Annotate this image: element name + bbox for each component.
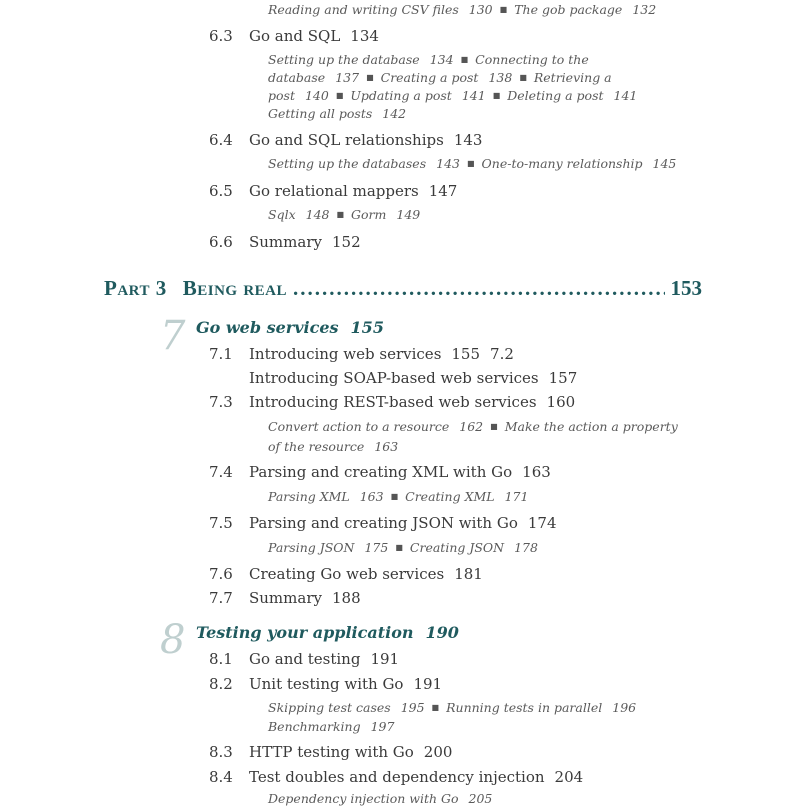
subentry-page: 163 bbox=[359, 489, 384, 504]
section-title: Summary bbox=[249, 589, 322, 607]
chapter-title: Go web services bbox=[196, 318, 339, 337]
section-6-3-subline-3 bbox=[268, 88, 637, 103]
subentry-title: Make the action a property bbox=[504, 419, 678, 434]
section-6-2-subentries bbox=[268, 2, 656, 17]
section-page: 181 bbox=[454, 565, 483, 583]
subentry-page: 140 bbox=[304, 88, 329, 103]
section-page: 174 bbox=[527, 514, 557, 532]
section-title: Summary bbox=[249, 233, 322, 251]
part-page: 153 bbox=[670, 276, 702, 300]
section-6-5 bbox=[209, 182, 457, 200]
section-page: 134 bbox=[350, 27, 379, 45]
subentry-title: Updating a post bbox=[350, 88, 452, 103]
section-title: Parsing and creating JSON with Go bbox=[249, 514, 518, 532]
bullet-separator: ■ bbox=[431, 703, 440, 712]
section-page: 143 bbox=[453, 131, 483, 149]
subentry-page: 163 bbox=[374, 439, 399, 454]
subentry-page: 162 bbox=[459, 419, 484, 434]
subentry-page: 175 bbox=[364, 540, 389, 555]
chapter-8-number: 8 bbox=[160, 617, 186, 663]
part-3-heading bbox=[104, 276, 702, 301]
subentry-page: 138 bbox=[488, 70, 513, 85]
subentry-title: Retrieving a bbox=[533, 70, 612, 85]
subentry-title: Parsing XML bbox=[268, 489, 350, 504]
subentry-title: Getting all posts bbox=[268, 106, 373, 121]
section-title: Introducing REST-based web services bbox=[249, 393, 537, 411]
section-page: 191 bbox=[370, 650, 400, 668]
section-6-4-subline-1 bbox=[268, 156, 676, 171]
subentry-page: 205 bbox=[468, 791, 493, 806]
section-7-7 bbox=[209, 589, 361, 607]
section-7-1 bbox=[209, 345, 514, 363]
subentry-page: 141 bbox=[461, 88, 486, 103]
subentry-title: Connecting to the bbox=[475, 52, 589, 67]
subentry-title: Setting up the database bbox=[268, 52, 420, 67]
section-title: Parsing and creating XML with Go bbox=[249, 463, 513, 481]
bullet-separator: ■ bbox=[466, 159, 475, 168]
subentry-title: Convert action to a resource bbox=[268, 419, 450, 434]
part-title: Being real bbox=[182, 276, 288, 300]
section-7-6 bbox=[209, 565, 483, 583]
section-6-6 bbox=[209, 233, 361, 251]
section-7-2 bbox=[249, 369, 577, 387]
part-label: Part 3 bbox=[104, 276, 167, 300]
subentry-page: 143 bbox=[436, 156, 460, 171]
section-number: 6.3 bbox=[209, 27, 233, 45]
subentry-title: Benchmarking bbox=[268, 719, 361, 734]
bullet-separator: ■ bbox=[395, 543, 403, 552]
section-page: 163 bbox=[522, 463, 551, 481]
chapter-8-title bbox=[196, 623, 459, 642]
subentry-title: database bbox=[268, 70, 326, 85]
section-7-4-subline-1 bbox=[268, 489, 528, 504]
section-6-5-subline-1 bbox=[268, 207, 420, 222]
section-7-3-subline-1 bbox=[268, 419, 678, 434]
section-title: Introducing web services bbox=[249, 345, 442, 363]
section-page: 188 bbox=[331, 589, 361, 607]
section-number: 7.1 bbox=[209, 345, 233, 363]
section-page: 160 bbox=[546, 393, 576, 411]
subentry-title: Parsing JSON bbox=[268, 540, 355, 555]
section-title: HTTP testing with Go bbox=[249, 743, 414, 761]
subentry-page: 197 bbox=[370, 719, 395, 734]
subentry-title: Gorm bbox=[351, 207, 387, 222]
subentry-page: 195 bbox=[400, 700, 425, 715]
section-number: 8.1 bbox=[209, 650, 233, 668]
subentry-page: 137 bbox=[335, 70, 360, 85]
section-title: Test doubles and dependency injection bbox=[249, 768, 545, 786]
section-number: 8.4 bbox=[209, 768, 233, 786]
section-8-2-subline-2 bbox=[268, 719, 394, 734]
section-7-5 bbox=[209, 514, 557, 532]
section-title: Go and SQL relationships bbox=[249, 131, 444, 149]
section-7-4 bbox=[209, 463, 551, 481]
subentry-page: 145 bbox=[652, 156, 677, 171]
subentry-title: Sqlx bbox=[268, 207, 296, 222]
subentry-title: The gob package bbox=[514, 2, 623, 17]
chapter-title: Testing your application bbox=[196, 623, 414, 642]
section-8-1 bbox=[209, 650, 399, 668]
subentry-page: 130 bbox=[468, 2, 493, 17]
subentry-title: Reading and writing CSV files bbox=[268, 2, 459, 17]
section-8-2 bbox=[209, 675, 442, 693]
subentry-title: Running tests in parallel bbox=[446, 700, 603, 715]
subentry-page: 178 bbox=[514, 540, 538, 555]
section-title: Go and testing bbox=[249, 650, 361, 668]
section-page: 204 bbox=[554, 768, 584, 786]
section-page: 157 bbox=[548, 369, 578, 387]
bullet-separator: ■ bbox=[336, 210, 345, 219]
subentry-page: 132 bbox=[632, 2, 657, 17]
subentry-page: 134 bbox=[429, 52, 454, 67]
section-6-3-subline-1 bbox=[268, 52, 589, 67]
section-number: 6.5 bbox=[209, 182, 233, 200]
subentry-page: 196 bbox=[612, 700, 637, 715]
section-number: 8.3 bbox=[209, 743, 233, 761]
bullet-separator: ■ bbox=[460, 55, 469, 64]
section-number: 8.2 bbox=[209, 675, 233, 693]
section-number: 7.5 bbox=[209, 514, 233, 532]
subentry-title: Skipping test cases bbox=[268, 700, 391, 715]
chapter-page: 190 bbox=[425, 623, 459, 642]
bullet-separator: ■ bbox=[390, 492, 399, 501]
subentry-page: 142 bbox=[382, 106, 407, 121]
section-page: 191 bbox=[413, 675, 443, 693]
section-number: 7.6 bbox=[209, 565, 233, 583]
bullet-separator: ■ bbox=[499, 5, 508, 14]
section-6-3-subline-2 bbox=[268, 70, 612, 85]
section-page: 147 bbox=[428, 182, 458, 200]
chapter-7-title bbox=[196, 318, 384, 337]
bullet-separator: ■ bbox=[335, 91, 344, 100]
chapter-page: 155 bbox=[350, 318, 384, 337]
subentry-title: Deleting a post bbox=[507, 88, 604, 103]
subentry-page: 141 bbox=[613, 88, 638, 103]
section-title: Go relational mappers bbox=[249, 182, 419, 200]
section-page: 155 bbox=[451, 345, 481, 363]
section-6-3-subline-4 bbox=[268, 106, 406, 121]
section-6-4 bbox=[209, 131, 482, 149]
subentry-title: Dependency injection with Go bbox=[268, 791, 459, 806]
subentry-page: 149 bbox=[396, 207, 421, 222]
section-8-4-subline-1 bbox=[268, 791, 492, 806]
bullet-separator: ■ bbox=[490, 422, 498, 431]
section-number: 6.6 bbox=[209, 233, 233, 251]
section-page: 152 bbox=[331, 233, 361, 251]
subentry-title: Setting up the databases bbox=[268, 156, 427, 171]
section-7-3-subline-2 bbox=[268, 439, 398, 454]
subentry-title: Creating JSON bbox=[409, 540, 505, 555]
section-number-7-2: 7.2 bbox=[490, 345, 514, 363]
bullet-separator: ■ bbox=[366, 73, 374, 82]
subentry-title: post bbox=[268, 88, 295, 103]
section-6-3 bbox=[209, 27, 379, 45]
subentry-title: of the resource bbox=[268, 439, 365, 454]
section-8-3 bbox=[209, 743, 452, 761]
section-8-2-subline-1 bbox=[268, 700, 636, 715]
section-title: Go and SQL bbox=[249, 27, 341, 45]
bullet-separator: ■ bbox=[492, 91, 501, 100]
subentry-page: 171 bbox=[504, 489, 529, 504]
subentry-page: 148 bbox=[305, 207, 330, 222]
chapter-7-number: 7 bbox=[160, 313, 186, 359]
subentry-title: Creating XML bbox=[405, 489, 495, 504]
section-number: 7.3 bbox=[209, 393, 233, 411]
section-number: 7.7 bbox=[209, 589, 233, 607]
subentry-title: One-to-many relationship bbox=[481, 156, 643, 171]
section-number: 6.4 bbox=[209, 131, 233, 149]
section-title: Introducing SOAP-based web services bbox=[249, 369, 539, 387]
section-title: Creating Go web services bbox=[249, 565, 445, 583]
bullet-separator: ■ bbox=[519, 73, 527, 82]
subentry-title: Creating a post bbox=[380, 70, 479, 85]
section-7-5-subline-1 bbox=[268, 540, 538, 555]
section-title: Unit testing with Go bbox=[249, 675, 404, 693]
section-number: 7.4 bbox=[209, 463, 233, 481]
section-8-4 bbox=[209, 768, 583, 786]
leader-dots bbox=[293, 276, 664, 301]
section-7-3 bbox=[209, 393, 575, 411]
section-page: 200 bbox=[423, 743, 453, 761]
